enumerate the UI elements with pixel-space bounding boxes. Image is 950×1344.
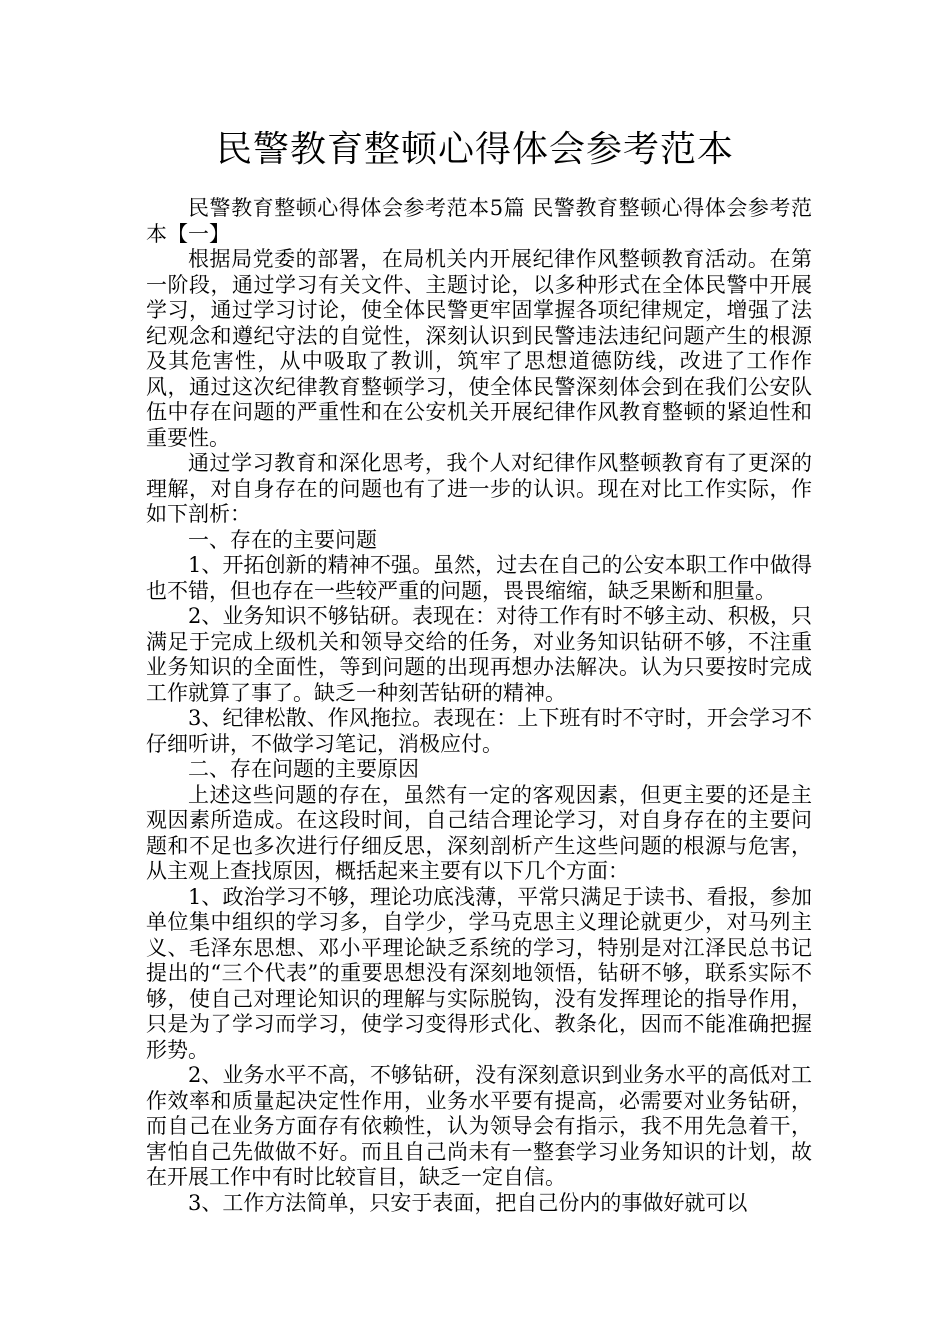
section-heading: 一、存在的主要问题 (188, 527, 377, 552)
list-item: 3、纪律松散、作风拖拉。表现在：上下班有时不守时，开会学习不仔细听讲，不做学习笔记，消极应付。 (146, 706, 812, 756)
list-item: 2、业务知识不够钻研。表现在：对待工作有时不够主动、积极，只满足于完成上级机关和领导交给的任务，对业务知识钻研不够，不注重业务知识的全面性，等到问题的出现再想办法解决。认为只要按时完成工作就算了事了。缺乏一种刻苦钻研的精神。 (146, 604, 812, 705)
list-item: 1、开拓创新的精神不强。虽然，过去在自己的公安本职工作中做得也不错，但也存在一些较严重的问题，畏畏缩缩，缺乏果断和胆量。 (146, 553, 812, 603)
document-title: 民警教育整顿心得体会参考范本 (215, 129, 734, 170)
list-item: 3、工作方法简单，只安于表面，把自己份内的事做好就可以 (188, 1190, 748, 1215)
body-paragraph: 根据局党委的部署，在局机关内开展纪律作风整顿教育活动。在第一阶段，通过学习有关文件、主题讨论，以多种形式在全体民警中开展学习，通过学习讨论，使全体民警更牢固掌握各项纪律规定，增强了法纪观念和遵纪守法的自觉性，深刻认识到民警违法违纪问题产生的根源及其危害性，从中吸取了教训，筑牢了思想道德防线，改进了工作作风，通过这次纪律教育整顿学习，使全体民警深刻体会到在我们公安队伍中存在问题的严重性和在公安机关开展纪律作风教育整顿的紧迫性和重要性。 (146, 247, 812, 450)
intro-paragraph: 民警教育整顿心得体会参考范本5篇 民警教育整顿心得体会参考范本【一】 (146, 196, 812, 246)
list-item: 2、业务水平不高，不够钻研，没有深刻意识到业务水平的高低对工作效率和质量起决定性作用，业务水平要有提高，必需要对业务钻研，而自己在业务方面存有依赖性，认为领导会有指示，我不用先急着干，害怕自己先做做不好。而且自己尚未有一整套学习业务知识的计划，故在开展工作中有时比较盲目，缺乏一定自信。 (146, 1063, 812, 1189)
body-paragraph: 上述这些问题的存在，虽然有一定的客观因素，但更主要的还是主观因素所造成。在这段时间，自己结合理论学习，对自身存在的主要问题和不足也多次进行仔细反思，深刻剖析产生这些问题的根源与危害，从主观上查找原因，概括起来主要有以下几个方面： (146, 782, 812, 883)
section-heading: 二、存在问题的主要原因 (188, 757, 419, 781)
body-paragraph: 通过学习教育和深化思考，我个人对纪律作风整顿教育有了更深的理解，对自身存在的问题也有了进一步的认识。现在对比工作实际，作如下剖析： (146, 451, 812, 526)
list-item: 1、政治学习不够，理论功底浅薄，平常只满足于读书、看报，参加单位集中组织的学习多，自学少，学马克思主义理论就更少，对马列主义、毛泽东思想、邓小平理论缺乏系统的学习，特别是对江泽民总书记提出的“三个代表”的重要思想没有深刻地领悟，钻研不够，联系实际不够，使自己对理论知识的理解与实际脱钩，没有发挥理论的指导作用，只是为了学习而学习，使学习变得形式化、教条化，因而不能准确把握形势。 (146, 884, 812, 1062)
document-body (146, 196, 812, 1216)
